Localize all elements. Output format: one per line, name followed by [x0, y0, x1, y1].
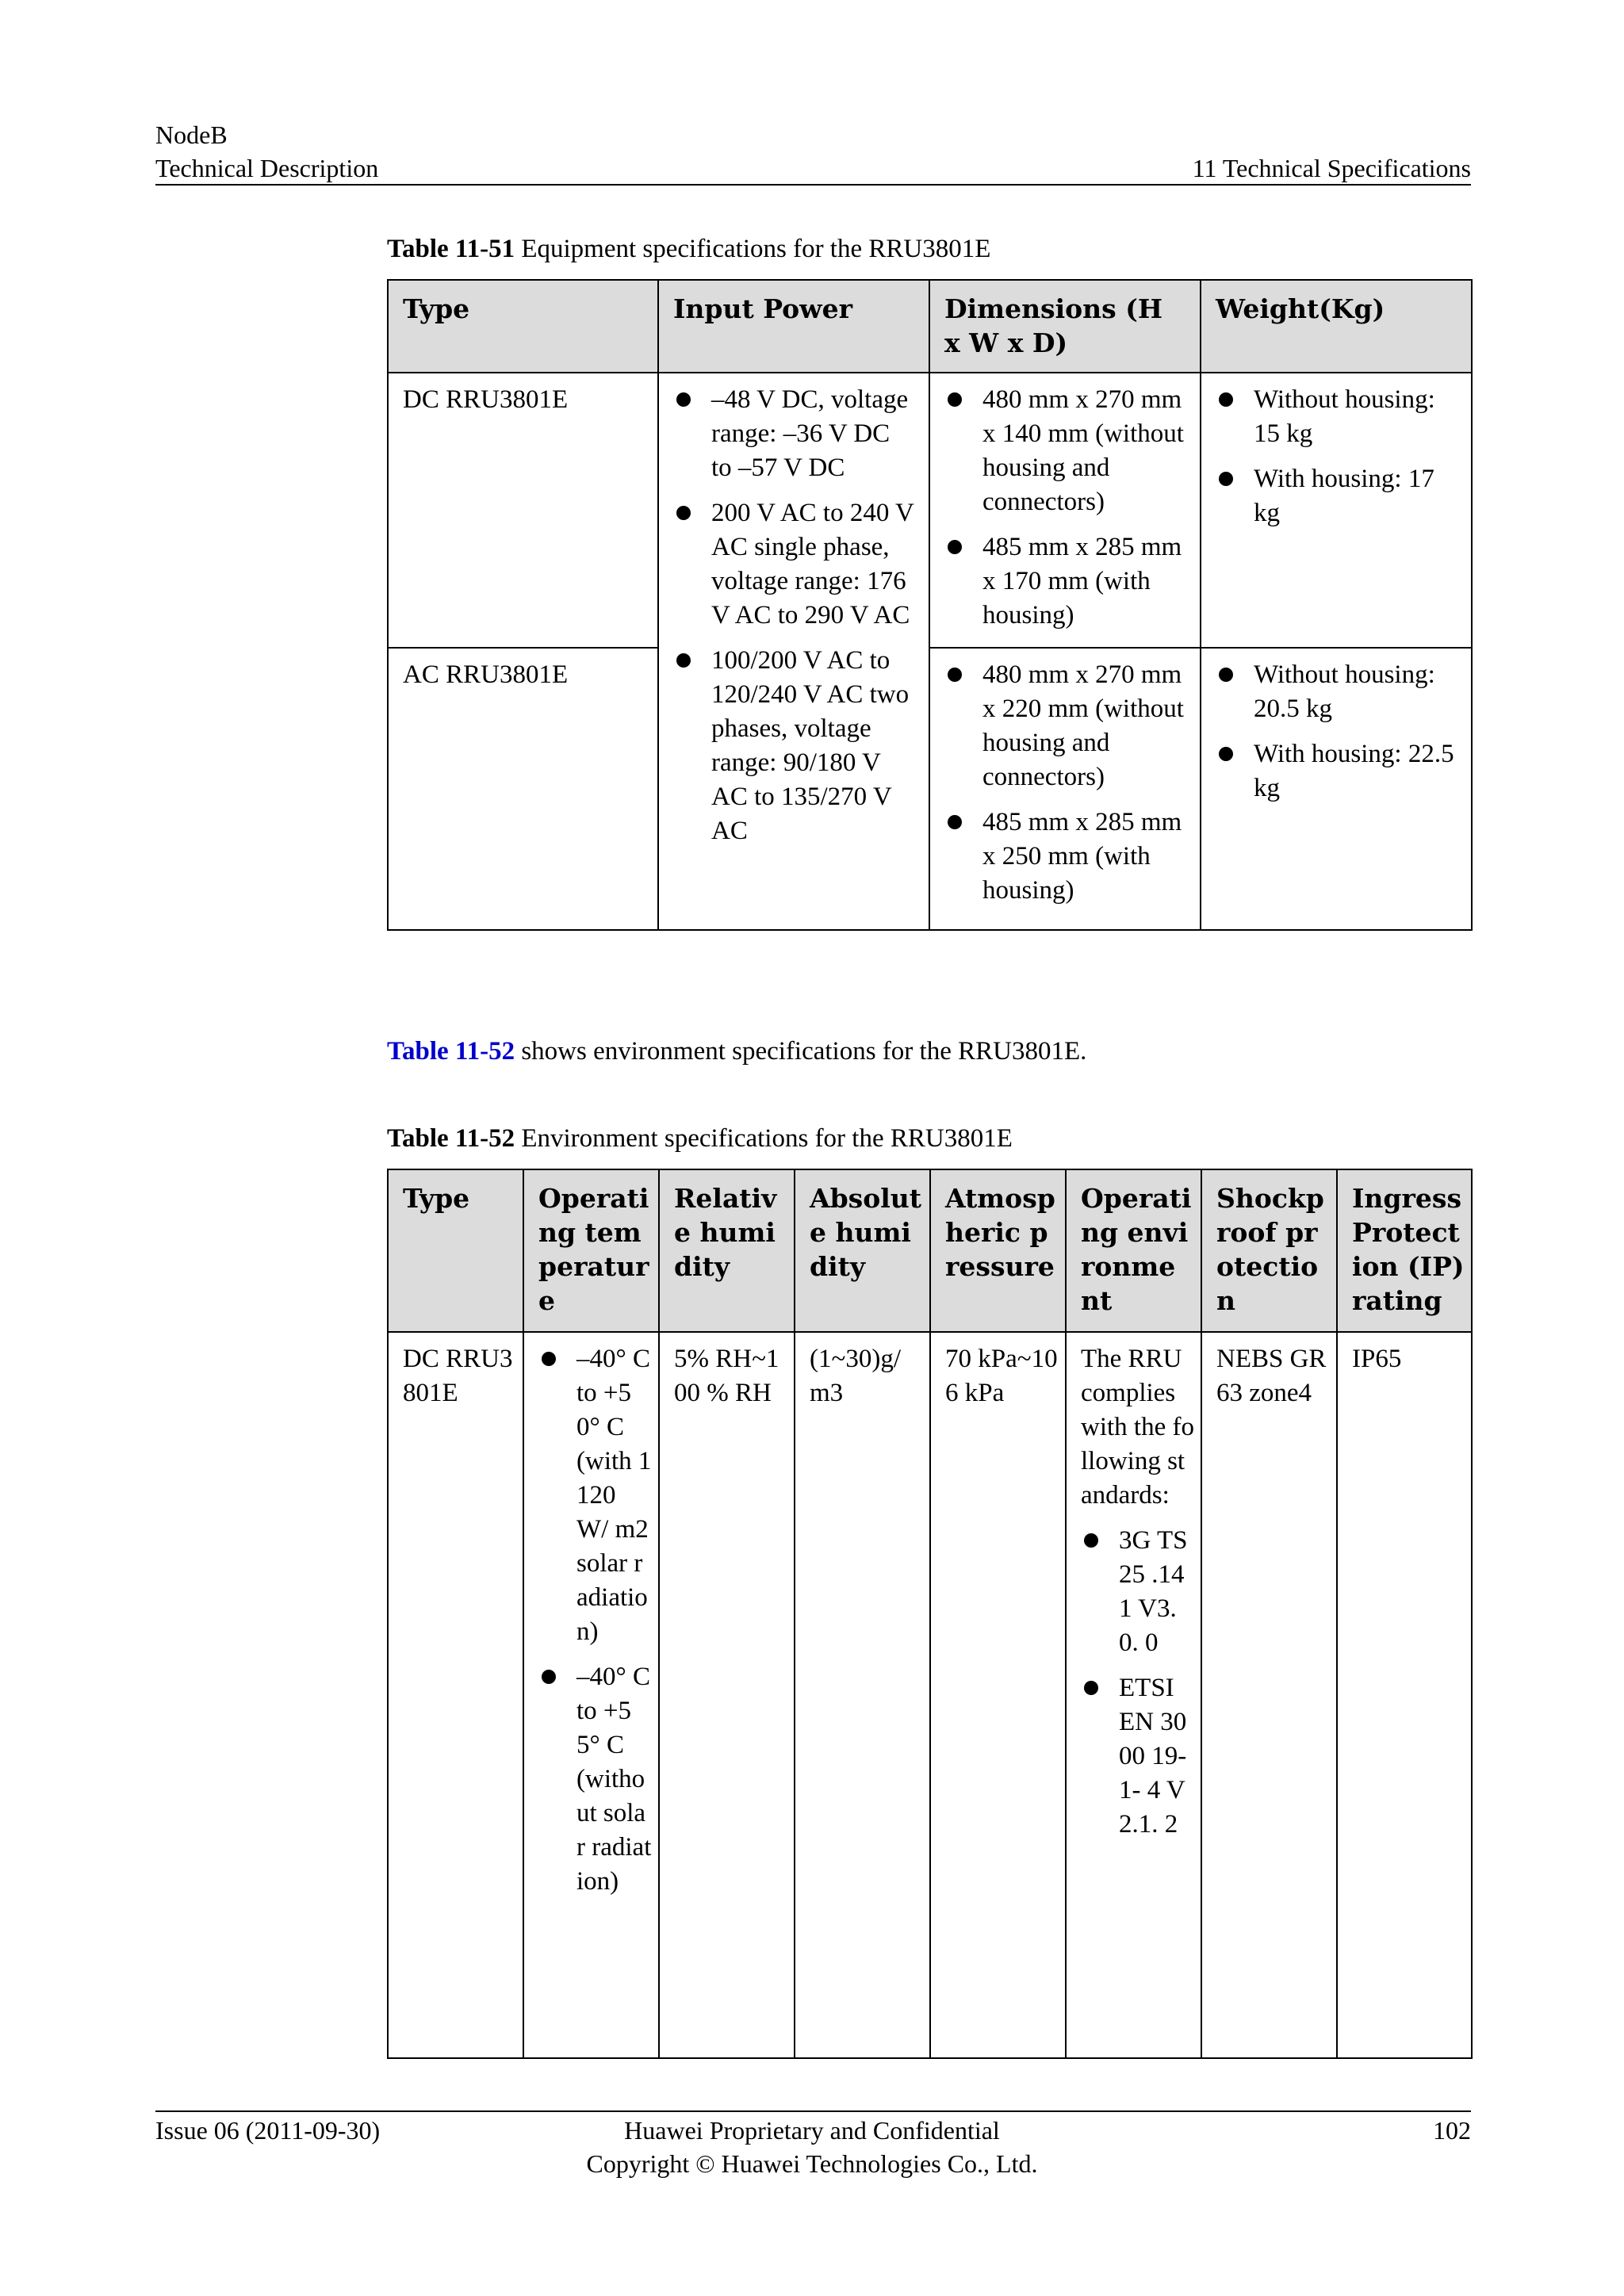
- footer-page-number: 102: [1433, 2116, 1471, 2145]
- footer-rule: [155, 2110, 1471, 2112]
- cell-shockproof: NEBS GR63 zone4: [1201, 1332, 1337, 2058]
- list-item: –48 V DC, voltage range: –36 V DC to –57 V DC: [673, 383, 916, 485]
- bullet-icon: [948, 392, 962, 407]
- col-header-operating-temperature: Operating temperature: [523, 1169, 659, 1332]
- bullet-icon: [1219, 392, 1233, 407]
- table-header-row: [388, 280, 1472, 373]
- list-item: 100/200 V AC to 120/240 V AC two phases, voltage range: 90/180 V AC to 135/270 V AC: [673, 644, 916, 848]
- bullet-icon: [676, 653, 691, 668]
- table1-caption-label: Table 11-51: [387, 235, 515, 263]
- intro-paragraph: [387, 1035, 1086, 1067]
- col-header-ip-rating: Ingress Protection (IP) rating: [1337, 1169, 1472, 1332]
- list-item: 3G TS25 .141 V3.0. 0: [1081, 1524, 1194, 1660]
- cell-dimensions: [929, 648, 1201, 930]
- col-header-relative-humidity: Relative humidity: [659, 1169, 795, 1332]
- list-item: –40° C to +55° C (without solar radiation): [538, 1660, 652, 1899]
- bullet-icon: [1219, 668, 1233, 682]
- cell-absolute-humidity: (1~30)g/ m3: [795, 1332, 930, 2058]
- cell-dimensions: [929, 373, 1201, 648]
- list-item: Without housing: 15 kg: [1216, 383, 1458, 451]
- header-chapter: 11 Technical Specifications: [1192, 154, 1471, 182]
- bullet-icon: [1219, 747, 1233, 761]
- footer-confidential: Huawei Proprietary and Confidential: [624, 2116, 1000, 2145]
- environment-intro: The RRU complies with the following standards:: [1081, 1345, 1194, 1510]
- header-doc-title: Technical Description: [155, 154, 379, 182]
- bullet-icon: [948, 540, 962, 554]
- list-item: With housing: 17 kg: [1216, 462, 1458, 530]
- table2-caption-text: Environment specifications for the RRU3801E: [515, 1124, 1013, 1153]
- equipment-spec-table: [387, 279, 1473, 931]
- footer-issue: Issue 06 (2011-09-30): [155, 2116, 381, 2145]
- col-header-type: Type: [388, 280, 658, 373]
- cell-weight: [1201, 373, 1472, 648]
- list-item: 485 mm x 285 mm x 170 mm (with housing): [944, 530, 1187, 633]
- bullet-icon: [1084, 1681, 1098, 1695]
- list-item: 480 mm x 270 mm x 220 mm (without housing and connectors): [944, 658, 1187, 794]
- cell-input-power: [658, 373, 929, 930]
- table-row: [388, 648, 1472, 930]
- cell-temperature: [523, 1332, 659, 2058]
- list-item: 485 mm x 285 mm x 250 mm (with housing): [944, 806, 1187, 908]
- cell-relative-humidity: 5% RH~100 % RH: [659, 1332, 795, 2058]
- environment-spec-table: [387, 1169, 1473, 2059]
- bullet-icon: [1084, 1533, 1098, 1548]
- col-header-absolute-humidity: Absolute humidity: [795, 1169, 930, 1332]
- header-product: NodeB: [155, 121, 228, 149]
- list-item: ETSI EN 3000 19-1- 4 V2.1. 2: [1081, 1671, 1194, 1842]
- list-item: –40° C to +50° C (with 1120 W/ m2 solar radiation): [538, 1342, 652, 1649]
- bullet-icon: [676, 392, 691, 407]
- footer-copyright: Copyright © Huawei Technologies Co., Ltd.: [586, 2149, 1038, 2178]
- bullet-icon: [542, 1352, 556, 1366]
- cell-type: DC RRU3801E: [388, 373, 658, 648]
- col-header-atmospheric-pressure: Atmospheric pressure: [930, 1169, 1066, 1332]
- col-header-shockproof-protection: Shockproof protection: [1201, 1169, 1337, 1332]
- col-header-dimensions: Dimensions (H x W x D): [929, 280, 1201, 373]
- bullet-icon: [676, 506, 691, 520]
- table1-caption: [387, 233, 990, 265]
- list-item: 200 V AC to 240 V AC single phase, voltage range: 176 V AC to 290 V AC: [673, 496, 916, 633]
- cell-type: DC RRU3801E: [388, 1332, 523, 2058]
- bullet-icon: [542, 1670, 556, 1684]
- table2-caption-label: Table 11-52: [387, 1124, 515, 1153]
- list-item: 480 mm x 270 mm x 140 mm (without housing and connectors): [944, 383, 1187, 519]
- cell-pressure: 70 kPa~106 kPa: [930, 1332, 1066, 2058]
- bullet-icon: [948, 815, 962, 829]
- table-11-52-link[interactable]: Table 11-52: [387, 1037, 515, 1066]
- table2-caption: [387, 1123, 1013, 1154]
- col-header-input-power: Input Power: [658, 280, 929, 373]
- col-header-operating-environment: Operating environment: [1066, 1169, 1201, 1332]
- table1-caption-text: Equipment specifications for the RRU3801E: [515, 235, 991, 263]
- bullet-icon: [948, 668, 962, 682]
- list-item: Without housing: 20.5 kg: [1216, 658, 1458, 726]
- intro-text: shows environment specifications for the RRU3801E.: [515, 1037, 1087, 1066]
- cell-type: AC RRU3801E: [388, 648, 658, 930]
- table-row: [388, 1332, 1472, 2058]
- bullet-icon: [1219, 472, 1233, 486]
- cell-ip-rating: IP65: [1337, 1332, 1472, 2058]
- header-rule: [155, 184, 1471, 186]
- col-header-weight: Weight(Kg): [1201, 280, 1472, 373]
- cell-operating-environment: [1066, 1332, 1201, 2058]
- table-header-row: [388, 1169, 1472, 1332]
- list-item: With housing: 22.5 kg: [1216, 737, 1458, 806]
- cell-weight: [1201, 648, 1472, 930]
- col-header-type: Type: [388, 1169, 523, 1332]
- table-row: [388, 373, 1472, 648]
